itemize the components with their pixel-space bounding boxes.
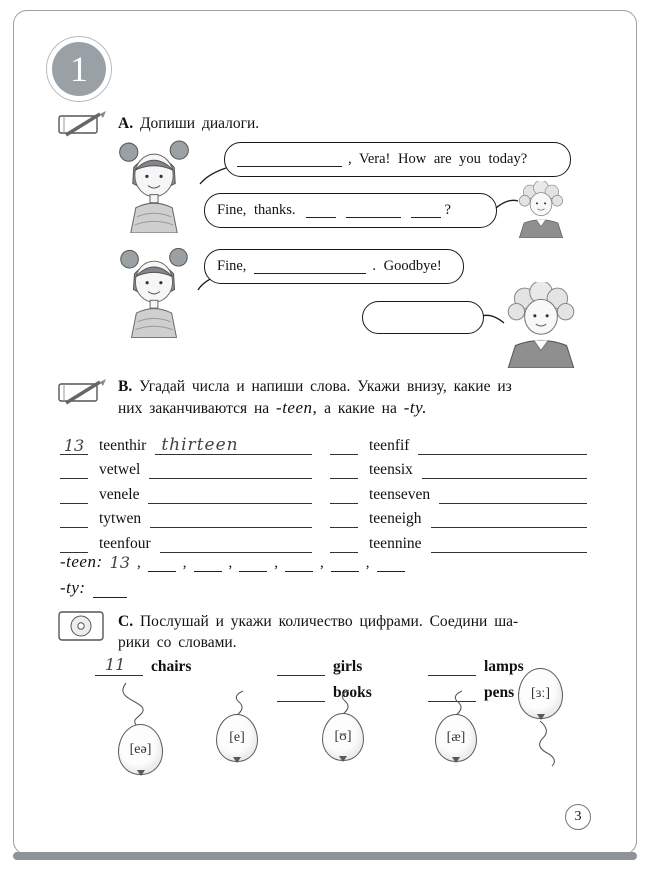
word-row: [60, 455, 312, 480]
scrambled-word: teeneigh: [369, 510, 422, 528]
bubble-2-lead: Fine, thanks.: [217, 202, 296, 218]
phonetic-label: [æ]: [446, 730, 466, 745]
answer-line[interactable]: [148, 485, 312, 504]
answer-line[interactable]: [418, 436, 587, 455]
dialog-bubble-2: [204, 193, 497, 228]
scrambled-word: tytwen: [99, 510, 142, 528]
dialog-bubble-4-empty[interactable]: [362, 301, 484, 334]
number-blank[interactable]: 13: [60, 436, 88, 455]
comma-separator: ,: [137, 555, 141, 571]
word-pens: pens: [484, 684, 515, 701]
phonetic-label: [eə]: [129, 741, 152, 757]
word-row: [330, 479, 587, 504]
bottom-bar: [13, 852, 637, 860]
word-row: [330, 455, 587, 480]
section-b-label: В.: [118, 378, 133, 395]
balloon-ea[interactable]: [118, 724, 163, 775]
number-blank[interactable]: [60, 509, 88, 528]
pencil-icon: [56, 110, 108, 138]
section-c-line1: С. Послушай и укажи количество цифрами. Соедини ша-: [118, 613, 519, 630]
pencil-icon: [56, 377, 108, 407]
scrambled-word: venele: [99, 485, 140, 503]
section-a-header: [118, 113, 259, 134]
ty-blank[interactable]: [93, 580, 127, 598]
answer-line[interactable]: [431, 509, 587, 528]
balloon-e[interactable]: [216, 714, 258, 762]
word-row: [330, 504, 587, 529]
bubble-1-text: , Vera! How are you today?: [348, 151, 528, 167]
balloon-er[interactable]: [518, 668, 563, 719]
dialog-blank-3[interactable]: [254, 260, 366, 274]
teen-summary-row: [60, 552, 405, 572]
number-blank[interactable]: [330, 509, 358, 528]
bubble-2-tail-text: ?: [444, 202, 451, 218]
word-row: [60, 528, 312, 553]
teen-suffix: -teen,: [276, 398, 318, 417]
answer-line[interactable]: [439, 485, 587, 504]
bubble-3-tail-text: . Goodbye!: [372, 258, 442, 274]
phonetic-label: [ɜː]: [530, 685, 551, 701]
answer-line[interactable]: thirteen: [155, 436, 312, 455]
answer-line[interactable]: [160, 534, 312, 553]
answer-line[interactable]: [149, 460, 312, 479]
comma-separator: ,: [365, 555, 370, 571]
chairs-count: 11: [105, 655, 126, 674]
scrambled-word: teensix: [369, 461, 413, 479]
number-blank[interactable]: [330, 534, 358, 553]
phonetic-label: [e]: [229, 730, 245, 745]
teen-blank[interactable]: [239, 554, 267, 572]
bubble-tail-2: [494, 196, 520, 212]
teen-first-answer: 13: [109, 553, 130, 572]
girl-portrait-2: [110, 242, 198, 340]
teen-blank[interactable]: [331, 554, 359, 572]
word-lamps: lamps: [484, 658, 524, 675]
number-blank[interactable]: [60, 485, 88, 504]
word-chairs: chairs: [151, 658, 192, 675]
dialog-bubble-3: [204, 249, 464, 284]
woman-portrait-2: [500, 282, 582, 368]
unit-number: 1: [52, 42, 106, 96]
teen-label: -teen:: [60, 552, 103, 571]
number-blank[interactable]: [330, 485, 358, 504]
scrambled-word: teenseven: [369, 485, 431, 503]
section-a-label: А.: [118, 115, 134, 132]
phonetic-label: [ʊ]: [334, 729, 352, 744]
ty-summary-row: [60, 578, 127, 598]
bubble-tail-1: [198, 166, 228, 186]
dialog-bubble-1: [224, 142, 571, 177]
teen-blank[interactable]: [194, 554, 222, 572]
ty-label: -ty:: [60, 578, 86, 597]
word-row: [330, 430, 587, 455]
word-column-right: [330, 430, 587, 553]
teen-blank[interactable]: [148, 554, 176, 572]
bubble-3-lead: Fine,: [217, 258, 247, 274]
unit-number-badge: [46, 36, 112, 102]
word-column-left: [60, 430, 312, 553]
word-girls: girls: [333, 658, 363, 675]
balloon-ae[interactable]: [435, 714, 477, 762]
section-a-title: Допиши диалоги.: [139, 115, 260, 132]
balloon-u[interactable]: [322, 713, 364, 761]
girl-portrait-1: [108, 137, 200, 233]
answer-line[interactable]: [422, 460, 587, 479]
word-row: [60, 479, 312, 504]
number-blank[interactable]: [60, 534, 88, 553]
page-number: 3: [574, 809, 582, 824]
teen-blank[interactable]: [377, 554, 405, 572]
cd-listening-icon: [56, 610, 108, 642]
word-books: books: [333, 684, 372, 701]
comma-separator: ,: [182, 555, 187, 571]
comma-separator: ,: [228, 555, 233, 571]
dialog-blank-2b[interactable]: [346, 204, 401, 218]
number-blank[interactable]: [330, 460, 358, 479]
answer-line[interactable]: [431, 534, 587, 553]
comma-separator: ,: [274, 555, 278, 571]
scrambled-word: vetwel: [99, 461, 141, 479]
dialog-blank-2a[interactable]: [306, 204, 336, 218]
scrambled-word: teennine: [369, 534, 422, 552]
section-c-line2: рики со словами.: [118, 634, 237, 651]
number-blank[interactable]: [330, 436, 358, 455]
word-row: [330, 528, 587, 553]
answer-line[interactable]: [150, 509, 312, 528]
word-row: [60, 504, 312, 529]
comma-separator: ,: [320, 555, 324, 571]
section-b-line2: них заканчиваются на -teen, а какие на -ty.: [118, 398, 427, 417]
section-c-header: [118, 611, 583, 653]
scrambled-word: teenfif: [369, 436, 410, 454]
ty-suffix: -ty.: [403, 398, 427, 417]
number-blank[interactable]: [60, 460, 88, 479]
dialog-blank-2c[interactable]: [411, 204, 441, 218]
section-b-header: [118, 376, 583, 419]
scrambled-word: teenfour: [99, 534, 151, 552]
scrambled-word: teenthir: [99, 436, 147, 454]
section-b-line1: В. Угадай числа и напиши слова. Укажи внизу, какие из: [118, 378, 512, 395]
dialog-blank-1[interactable]: [237, 153, 342, 167]
teen-blank[interactable]: [285, 554, 313, 572]
section-c-label: С.: [118, 613, 134, 630]
word-row: [60, 430, 312, 455]
